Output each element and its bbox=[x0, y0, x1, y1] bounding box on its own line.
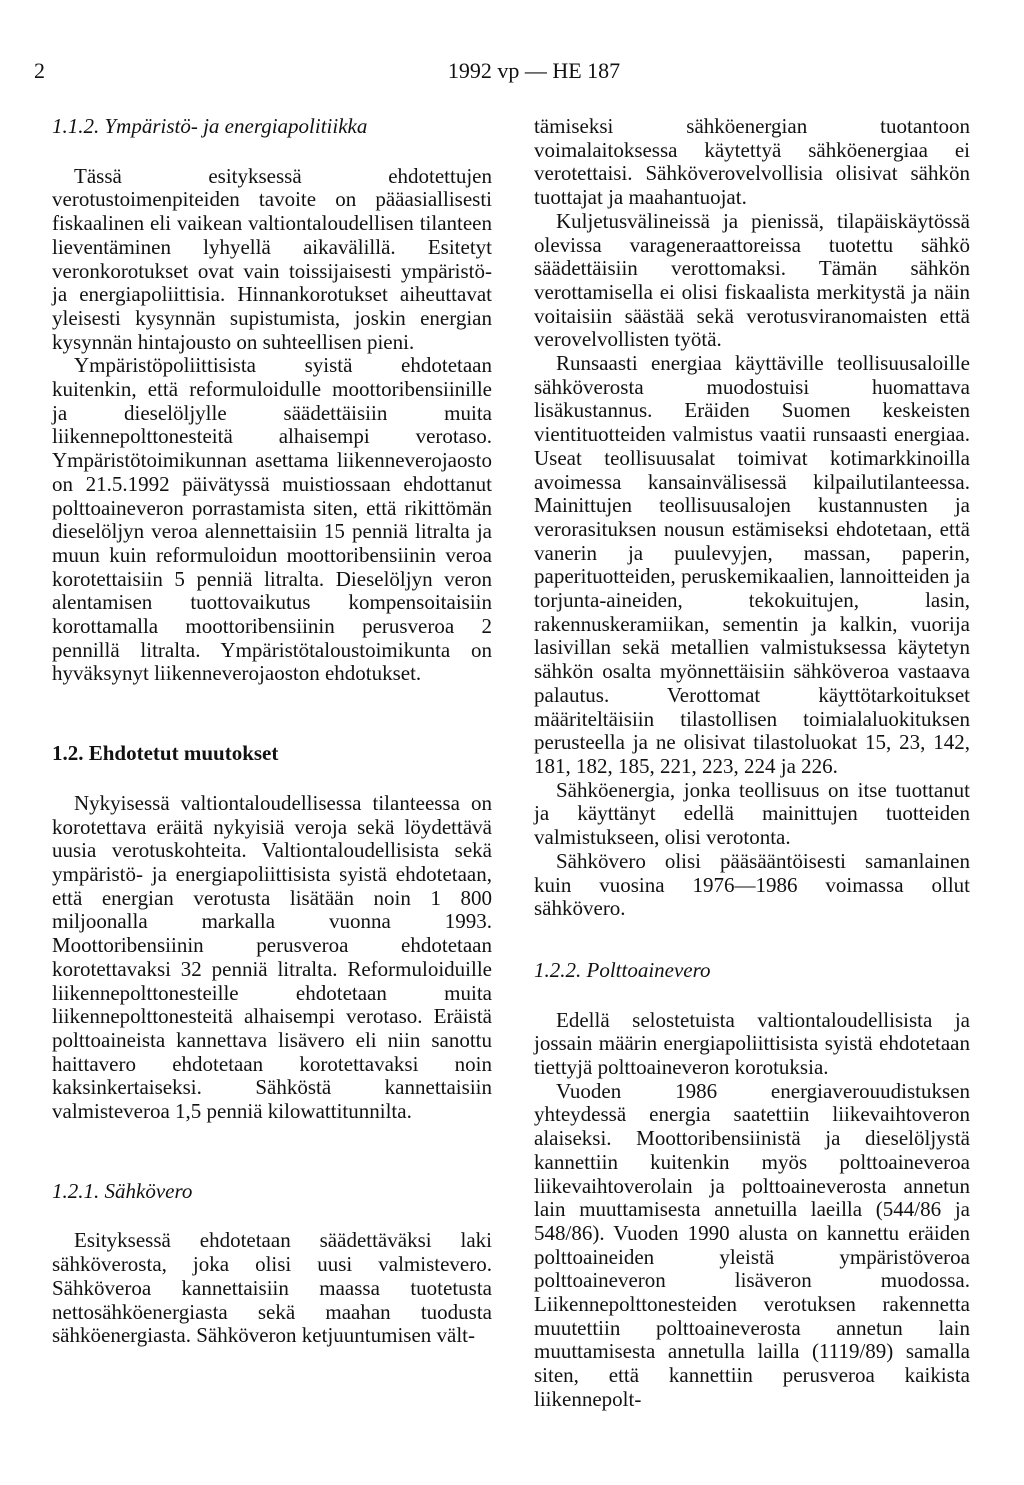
paragraph: Sähköenergia, jonka teollisuus on itse tuottanut ja käyttänyt edellä mainittujen tuotteiden valmistukseen, olisi verotonta. bbox=[534, 777, 970, 850]
paragraph: Sähkövero olisi pääsääntöisesti samanlainen kuin vuosina 1976—1986 voimassa ollut sähkövero. bbox=[534, 848, 970, 921]
paragraph: Nykyisessä valtiontaloudellisessa tilanteessa on korotettava eräitä nykyisiä veroja sekä löydettävä uusia verotuskohteita. Valtiontaloudellisista sekä ympäristö- ja energiapoliittisista syistä ehdotetaan, että energian verotusta lisätään noin 1 800 miljoonalla markalla vuonna 1993. Moottoribensiinin perusveroa ehdotetaan korotettavaksi 32 penniä litralta. Reformuloiduille liikennepolttonesteille ehdotetaan muita liikennepolttonesteitä alhaisempi verotaso. Eräistä polttoaineista kannettava lisävero eli niin sanottu haittavero ehdotetaan korotettavaksi noin kaksinkertaiseksi. Sähköstä kannettaisiin valmisteveroa 1,5 penniä kilowattitunnilta. bbox=[52, 790, 492, 1124]
paragraph: Edellä selostetuista valtiontaloudellisista ja jossain määrin energiapoliittisista syistä ehdotetaan tiettyjä polttoaineveron korotuksia. bbox=[534, 1007, 970, 1080]
paragraph: Ympäristöpoliittisista syistä ehdotetaan kuitenkin, että reformuloidulle moottoribensiinille ja dieselöljylle säädettäisiin muita liikennepolttonesteitä alhaisempi verotaso. Ympäristötoimikunnan asettama liikenneverojaosto on 21.5.1992 päivätyssä muistiossaan ehdottanut polttoaineveron porrastamista siten, että rikittömän dieselöljyn veroa alennettaisiin 15 penniä litralta ja muun kuin reformuloidun moottoribensiinin veroa korotettaisiin 5 penniä litralta. Dieselöljyn veron alentamisen tuottovaikutus kompensoitaisiin korottamalla moottoribensiinin perusveroa 2 pennillä litralta. Ympäristötaloustoimikunta on hyväksynyt liikenneverojaoston ehdotukset. bbox=[52, 353, 492, 686]
running-title: 1992 vp — HE 187 bbox=[447, 58, 621, 83]
section-heading-1-2-2: 1.2.2. Polttoainevero bbox=[534, 957, 711, 982]
page-number: 2 bbox=[34, 58, 45, 83]
section-heading-1-2: 1.2. Ehdotetut muutokset bbox=[52, 741, 279, 766]
page-header bbox=[34, 58, 994, 90]
paragraph: Tässä esityksessä ehdotettujen verotustoimenpiteiden tavoite on pääasiallisesti fiskaalinen eli vaikean valtiontaloudellisen tilanteen lieventäminen lyhyellä aikavälillä. Esitetyt veronkorotukset ovat vain toissijaisesti ympäristö- ja energiapoliittisia. Hinnankorotukset aiheuttavat yleisesti kysynnän supistumista, joskin energian kysynnän hintajousto on suhteellisen pieni. bbox=[52, 163, 492, 354]
paragraph: Kuljetusvälineissä ja pienissä, tilapäiskäytössä olevissa varageneraattoreissa tuotettu sähkö säädettäisiin verottomaksi. Tämän sähkön verottamisella ei olisi fiskaalista merkitystä ja näin voitaisiin säästää sekä verotusviranomaisten että verovelvollisten työtä. bbox=[534, 208, 970, 352]
left-column bbox=[52, 115, 492, 1348]
paragraph: tämiseksi sähköenergian tuotantoon voimalaitoksessa käytettyä sähköenergiaa ei verotettaisi. Sähköverovelvollisia olisivat sähkön tuottajat ja maahantuojat. bbox=[534, 114, 970, 210]
right-column bbox=[534, 115, 970, 1412]
paragraph: Runsaasti energiaa käyttäville teollisuusaloille sähköverosta muodostuisi huomattava lisäkustannus. Eräiden Suomen keskeisten vientituotteiden valmistus vaatii runsaasti energiaa. Useat teollisuusalat toimivat kotimarkkinoilla avoimessa kansainvälisessä kilpailutilanteessa. Mainittujen teollisuusalojen kustannusten ja verorasituksen nousun estämiseksi ehdotetaan, että vanerin ja puulevyjen, massan, paperin, paperituotteiden, peruskemikaalien, lannoitteiden ja torjunta-aineiden, tekokuitujen, lasin, rakennuskeramiikan, sementin ja kalkin, vuorija lasivillan sekä metallien valmistuksessa käytetyn sähkön osalta myönnettäisiin sähköveroa vastaava palautus. Verottomat käyttötarkoitukset määriteltäisiin tilastollisen toimialaluokituksen perusteella ja ne olisivat tilastoluokat 15, 23, 142, 181, 182, 185, 221, 223, 224 ja 226. bbox=[534, 351, 970, 778]
section-heading-1-1-2: 1.1.2. Ympäristö- ja energiapolitiikka bbox=[52, 114, 368, 138]
section-heading-1-2-1: 1.2.1. Sähkövero bbox=[52, 1178, 193, 1203]
paragraph: Esityksessä ehdotetaan säädettäväksi laki sähköverosta, joka olisi uusi valmistevero. Sähköveroa kannettaisiin maassa tuotetusta nettosähköenergiasta sekä maahan tuodusta sähköenergiasta. Sähköveron ketjuuntumisen vält- bbox=[52, 1228, 492, 1348]
paragraph: Vuoden 1986 energiaverouudistuksen yhteydessä energia saatettiin liikevaihtoveron alaiseksi. Moottoribensiinistä ja dieselöljystä kannettiin kuitenkin myös polttoaineveroa liikevaihtoverolain ja polttoaineverosta annetun lain muuttamisesta annetuilla laeilla (544/86 ja 548/86). Vuoden 1990 alusta on kannettu eräiden polttoaineiden yleistä ympäristöveroa polttoaineveron lisäveron muodossa. Liikennepolttonesteiden verotuksen rakennetta muutettiin polttoaineverosta annetun lain muuttamisesta annetulla lailla (1119/89) samalla siten, että kannettiin perusveroa kaikista liikennepolt- bbox=[534, 1078, 970, 1411]
